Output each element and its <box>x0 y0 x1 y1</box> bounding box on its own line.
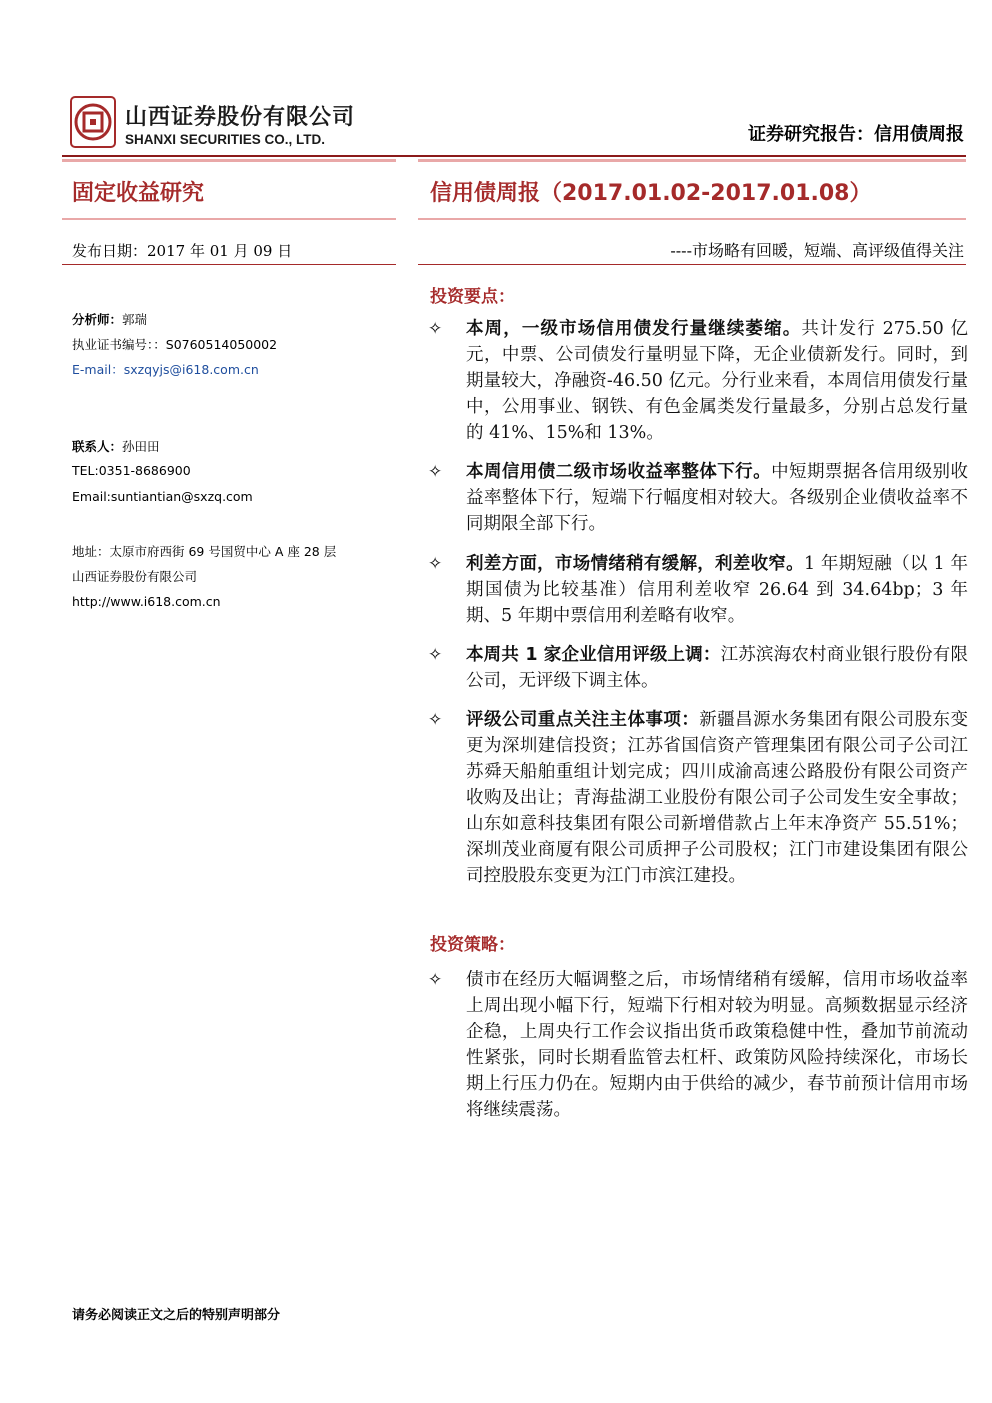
point-item <box>428 707 968 889</box>
analyst-label: 分析师： <box>72 312 123 327</box>
analyst-line <box>72 310 147 328</box>
investment-strategy-heading: 投资策略： <box>430 935 515 955</box>
bullet-icon: ✧ <box>428 645 443 665</box>
point-item <box>428 642 968 694</box>
point-bold: 本周共 1 家企业信用评级上调： <box>466 645 721 665</box>
left-subtitle-divider <box>62 264 396 265</box>
left-title-top-divider <box>62 159 396 162</box>
point-text: 江苏滨海农村商业银行股份有限公司，无评级下调主体。 <box>466 645 968 691</box>
point-bold: 本周信用债二级市场收益率整体下行。 <box>466 462 772 482</box>
tel-line: TEL:0351-8686900 <box>72 463 191 478</box>
address-line: 地址：太原市府西街 69 号国贸中心 A 座 28 层 <box>72 544 337 559</box>
point-item <box>428 551 968 629</box>
disclaimer-notice: 请务必阅读正文之后的特别声明部分 <box>72 1308 281 1323</box>
contact-line <box>72 437 160 455</box>
point-bold: 本周，一级市场信用债发行量继续萎缩。 <box>466 319 802 339</box>
section-title: 固定收益研究 <box>72 181 205 206</box>
email-label: E-mail： <box>72 362 124 377</box>
point-text: 共计发行 275.50 亿元，中票、公司债发行量明显下降，无企业债新发行。同时，到期量较大，净融资-46.50 亿元。分行业来看，本周信用债发行量中，公用事业、钢铁、有色金属类发行量最多，分别占总发行量的 41%、15%和 13%。 <box>466 319 969 443</box>
cert-label: 执业证书编号：： <box>72 337 166 352</box>
email-line <box>72 360 259 378</box>
point-text: 中短期票据各信用级别收益率整体下行，短端下行幅度相对较大。各级别企业债收益率不同期限全部下行。 <box>466 462 969 534</box>
point-item <box>428 316 968 446</box>
contact-email-line[interactable]: Email:suntiantian@sxzq.com <box>72 489 253 504</box>
right-title-bottom-divider <box>418 218 966 220</box>
report-type: 证券研究报告：信用债周报 <box>748 124 964 145</box>
point-bold: 评级公司重点关注主体事项： <box>466 710 700 730</box>
point-item <box>428 459 968 537</box>
cert-number: S0760514050002 <box>165 337 278 352</box>
right-title-top-divider <box>418 159 966 162</box>
company-logo-icon <box>70 96 116 148</box>
left-title-bottom-divider <box>62 218 396 220</box>
point-text: 新疆昌源水务集团有限公司股东变更为深圳建信投资；江苏省国信资产管理集团有限公司子公司江苏舜天船舶重组计划完成；四川成渝高速公路股份有限公司资产收购及出让；青海盐湖工业股份有限公司子公司发生安全事故；山东如意科技集团有限公司新增借款占上年末净资产 55.51%；深圳茂业商厦有限公司质押子公司股权；江门市建设集团有限公司控股股东变更为江门市滨江建投。 <box>466 710 969 886</box>
bullet-icon: ✧ <box>428 462 443 482</box>
cert-line <box>72 335 277 353</box>
bullet-icon: ✧ <box>428 319 443 339</box>
bullet-icon: ✧ <box>428 710 443 730</box>
company-name-cn: 山西证券股份有限公司 <box>125 105 356 130</box>
bullet-icon: ✧ <box>428 554 443 574</box>
company-line: 山西证券股份有限公司 <box>72 569 198 584</box>
point-text: 1 年期短融（以 1 年期国债为比较基准）信用利差收窄 26.64 到 34.64bp；3 年期、5 年期中票信用利差略有收窄。 <box>466 554 968 626</box>
report-subtitle: ----市场略有回暖，短端、高评级值得关注 <box>670 241 964 260</box>
strategy-text: 债市在经历大幅调整之后，市场情绪稍有缓解，信用市场收益率上周出现小幅下行，短端下行相对较为明显。高频数据显示经济企稳，上周央行工作会议指出货币政策稳健中性，叠加节前流动性紧张，同时长期看监管去杠杆、政策防风险持续深化，市场长期上行压力仍在。短期内由于供给的减少，春节前预计信用市场将继续震荡。 <box>466 970 968 1120</box>
email-link[interactable]: sxzqyjs@i618.com.cn <box>123 362 259 377</box>
contact-label: 联系人： <box>72 439 123 454</box>
analyst-name: 郭瑞 <box>122 312 148 327</box>
publish-date: 发布日期：2017 年 01 月 09 日 <box>72 242 293 260</box>
company-name-en: SHANXI SECURITIES CO., LTD. <box>125 132 326 147</box>
website-link[interactable]: http://www.i618.com.cn <box>72 594 221 609</box>
header-divider <box>62 155 966 157</box>
investment-points-heading: 投资要点： <box>430 287 515 307</box>
report-title: 信用债周报（2017.01.02-2017.01.08） <box>430 181 872 206</box>
right-subtitle-divider <box>418 264 966 265</box>
bullet-icon: ✧ <box>428 970 443 990</box>
point-bold: 利差方面，市场情绪稍有缓解，利差收窄。 <box>466 554 804 574</box>
contact-name: 孙田田 <box>122 439 160 454</box>
strategy-item <box>428 967 968 1123</box>
